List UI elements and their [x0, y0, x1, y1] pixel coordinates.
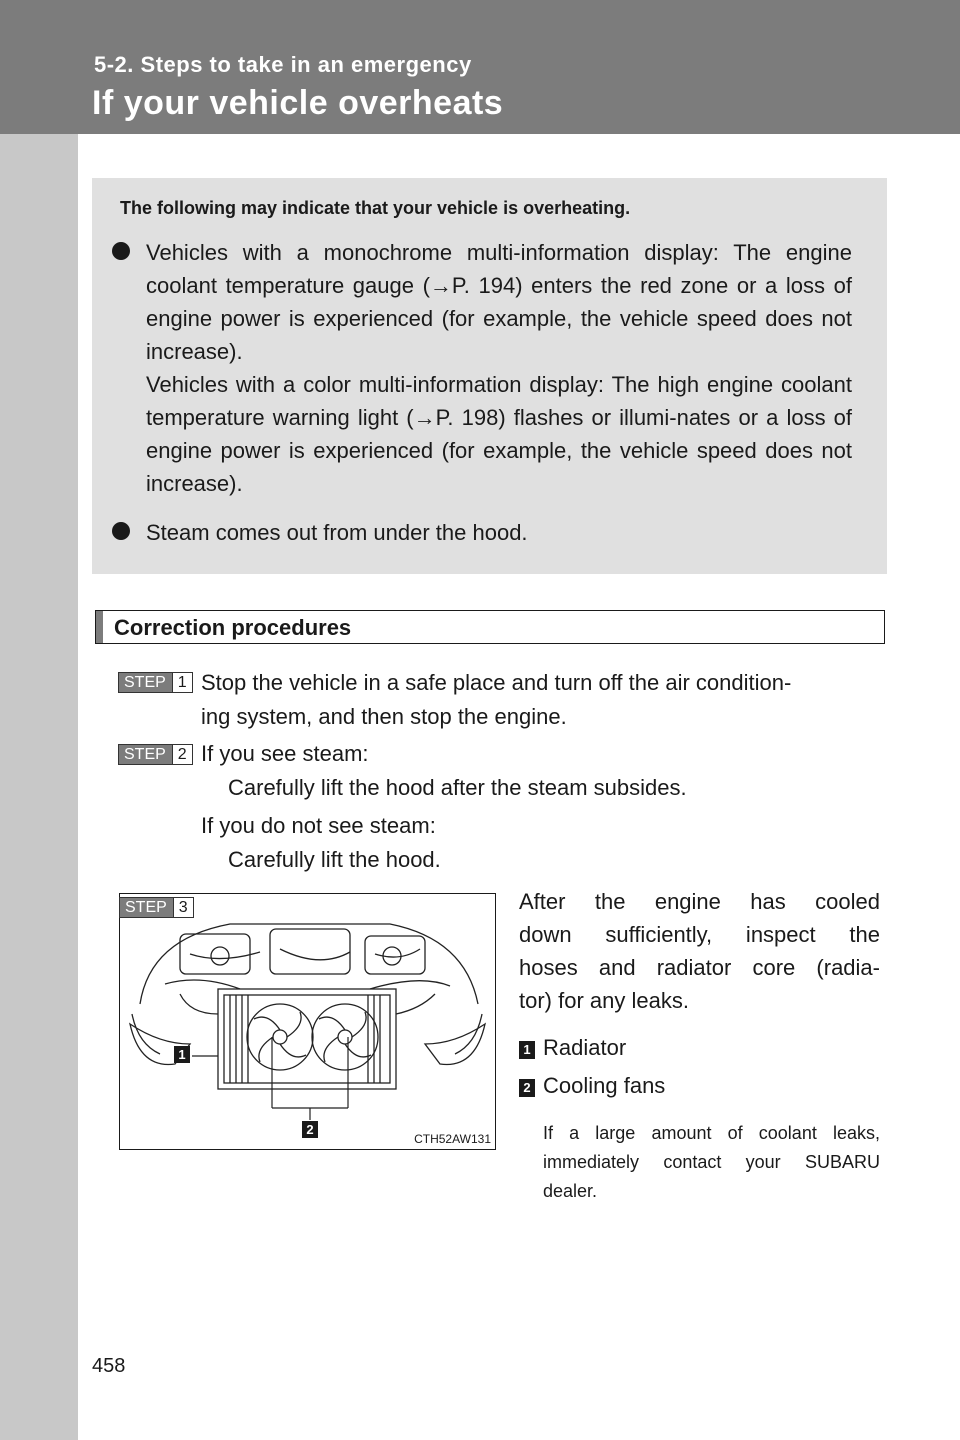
bullet-icon	[112, 242, 130, 260]
step-3-line: After the engine has cooled	[519, 889, 880, 914]
step-3-badge: STEP 3	[119, 897, 194, 918]
figure-code: CTH52AW131	[414, 1132, 491, 1146]
callout-1: 1	[174, 1046, 190, 1063]
step-2-badge: STEP 2	[118, 744, 193, 765]
correction-heading	[95, 610, 885, 644]
step-2-case-2-action: Carefully lift the hood.	[228, 847, 441, 872]
bullet-paragraph: Vehicles with a monochrome multi-information display: The engine coolant temperature gauge (→P. 194) enters the red zone or a loss of engine power is experienced (for example, the vehicle speed does not increase).	[146, 240, 852, 364]
step-3-line: tor) for any leaks.	[519, 988, 689, 1013]
page-number: 458	[92, 1355, 126, 1377]
page-title: If your vehicle overheats	[92, 84, 504, 122]
bullet-paragraph: Vehicles with a color multi-information display: The high engine coolant temperature warning light (→P. 198) flashes or illumi-nates or a loss of engine power is experienced (for example, the vehicle speed does not increase).	[146, 372, 852, 496]
step-1-line-1: Stop the vehicle in a safe place and turn off the air condition-	[201, 670, 792, 695]
info-intro: The following may indicate that your vehicle is overheating.	[120, 198, 631, 218]
callout-2: 2	[302, 1121, 318, 1138]
step-3-line: hoses and radiator core (radia-	[519, 955, 880, 980]
step-1-line-2: ing system, and then stop the engine.	[201, 704, 567, 729]
legend-number-1: 1	[519, 1041, 535, 1059]
section-label: 5-2. Steps to take in an emergency	[94, 52, 472, 77]
bullet-icon	[112, 522, 130, 540]
legend-number-2: 2	[519, 1079, 535, 1097]
side-margin-strip	[0, 0, 78, 1440]
page-header	[0, 0, 960, 134]
step-2-case-1-condition: If you see steam:	[201, 741, 369, 766]
step-2-case-2-condition: If you do not see steam:	[201, 813, 436, 838]
step-2-case-1-action: Carefully lift the hood after the steam subsides.	[228, 775, 687, 800]
engine-bay-figure	[119, 893, 496, 1150]
overheat-indicators-box	[92, 178, 887, 574]
bullet-item	[112, 236, 852, 500]
bullet-paragraph: Steam comes out from under the hood.	[146, 520, 528, 545]
legend-radiator: 1 Radiator	[519, 1035, 626, 1061]
correction-heading-text: Correction procedures	[114, 615, 352, 640]
watermark: carmanualsonline.info	[763, 1414, 952, 1434]
bullet-item	[112, 516, 852, 549]
coolant-leak-note: If a large amount of coolant leaks, immediately contact your SUBARU dealer.	[543, 1123, 880, 1201]
step-1-badge: STEP 1	[118, 672, 193, 693]
step-3-line: down sufficiently, inspect the	[519, 922, 880, 947]
legend-cooling-fans: 2 Cooling fans	[519, 1073, 665, 1099]
engine-bay-illustration	[120, 894, 495, 1149]
